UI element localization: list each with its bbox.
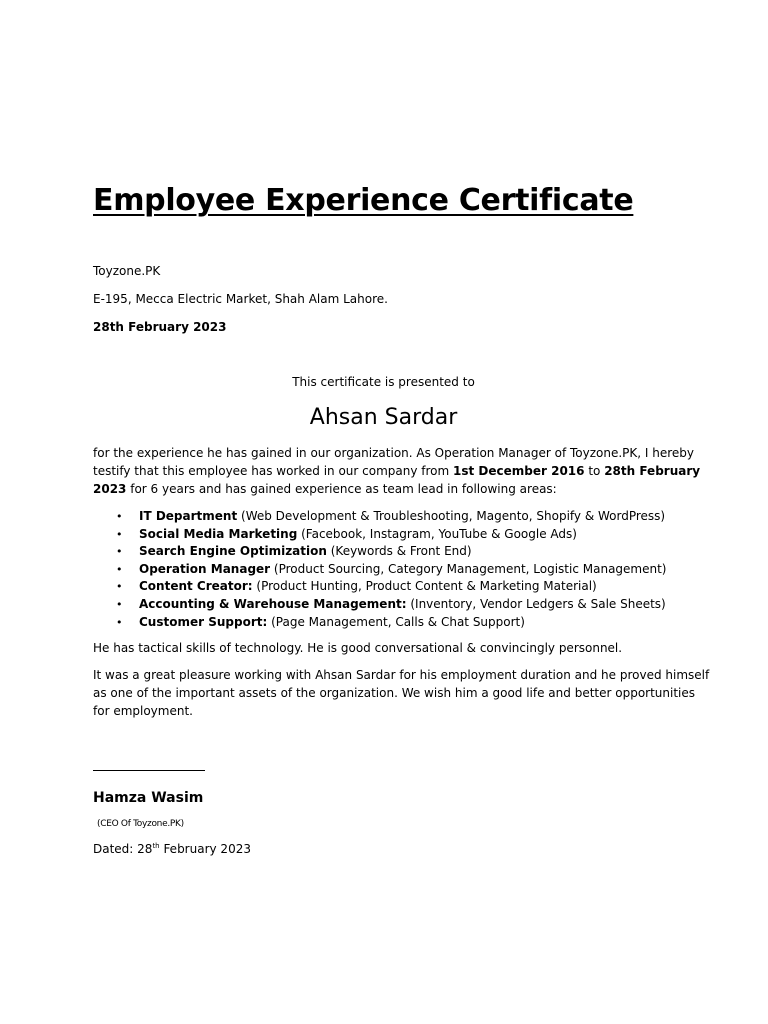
- area-label: Search Engine Optimization: [139, 544, 327, 559]
- dated-ordinal: th: [152, 842, 160, 850]
- area-detail: (Product Hunting, Product Content & Marketing Material): [252, 579, 597, 594]
- area-label: Customer Support:: [139, 614, 268, 629]
- bullet-icon: •: [116, 545, 123, 559]
- skills-paragraph: He has tactical skills of technology. He is good conversational & convincingly personnel.: [93, 641, 623, 655]
- company-name: Toyzone.PK: [93, 264, 161, 278]
- intro-text: to: [584, 464, 605, 478]
- list-item: [93, 614, 674, 632]
- area-label: IT Department: [139, 509, 238, 523]
- area-detail: (Facebook, Instagram, YouTube & Google Ads): [297, 526, 577, 541]
- area-detail: (Inventory, Vendor Ledgers & Sale Sheets): [406, 596, 666, 611]
- area-detail: (Page Management, Calls & Chat Support): [267, 614, 525, 629]
- bullet-icon: •: [116, 510, 123, 523]
- bullet-icon: •: [116, 580, 123, 594]
- recipient-name: Ahsan Sardar: [309, 405, 458, 430]
- closing-line-3: for employment.: [93, 704, 193, 718]
- experience-areas-list: [93, 508, 674, 631]
- list-item: [93, 578, 674, 596]
- dated-prefix: Dated: 28: [93, 842, 153, 856]
- area-label: Content Creator:: [139, 579, 253, 594]
- signatory-title: (CEO Of Toyzone.PK): [97, 819, 184, 829]
- bullet-icon: •: [116, 597, 123, 611]
- signature-line: [93, 770, 205, 771]
- dated-suffix: February 2023: [159, 842, 251, 856]
- intro-line-3: [93, 480, 674, 498]
- list-item: [93, 561, 674, 579]
- area-label: Operation Manager: [139, 561, 271, 576]
- area-label: Social Media Marketing: [139, 526, 298, 541]
- start-date: 1st December 2016: [453, 464, 585, 478]
- area-detail: (Web Development & Troubleshooting, Magento, Shopify & WordPress): [237, 509, 666, 523]
- area-label: Accounting & Warehouse Management:: [139, 596, 407, 611]
- intro-paragraph: [93, 444, 701, 498]
- closing-line-2: as one of the important assets of the organization. We wish him a good life and better opportunities: [93, 686, 696, 700]
- list-item: [93, 596, 674, 614]
- certificate-title: Employee Experience Certificate: [93, 183, 634, 218]
- issue-date: 28th February 2023: [93, 320, 227, 334]
- bullet-icon: •: [116, 615, 123, 629]
- list-item: [93, 526, 674, 544]
- closing-line-1: It was a great pleasure working with Ahsan Sardar for his employment duration and he proved himself: [93, 668, 710, 682]
- closing-paragraph: [93, 666, 710, 720]
- end-date: 28th February: [604, 464, 701, 478]
- signatory-name: Hamza Wasim: [93, 790, 204, 806]
- area-detail: (Product Sourcing, Category Management, Logistic Management): [270, 561, 667, 576]
- end-date-year: 2023: [93, 482, 127, 496]
- intro-line-1: for the experience he has gained in our organization. As Operation Manager of Toyzone.PK, I hereby: [93, 446, 695, 460]
- area-detail: (Keywords & Front End): [326, 544, 472, 559]
- bullet-icon: •: [116, 562, 123, 576]
- company-address: E-195, Mecca Electric Market, Shah Alam Lahore.: [93, 292, 388, 306]
- bullet-icon: •: [116, 527, 123, 541]
- list-item: [93, 543, 674, 561]
- intro-line-2: [93, 462, 701, 480]
- intro-text: for 6 years and has gained experience as team lead in following areas:: [126, 482, 557, 496]
- intro-text: testify that this employee has worked in our company from: [93, 464, 454, 478]
- signature-date: [93, 841, 251, 857]
- presented-to-text: This certificate is presented to: [292, 375, 475, 389]
- list-item: [93, 508, 674, 526]
